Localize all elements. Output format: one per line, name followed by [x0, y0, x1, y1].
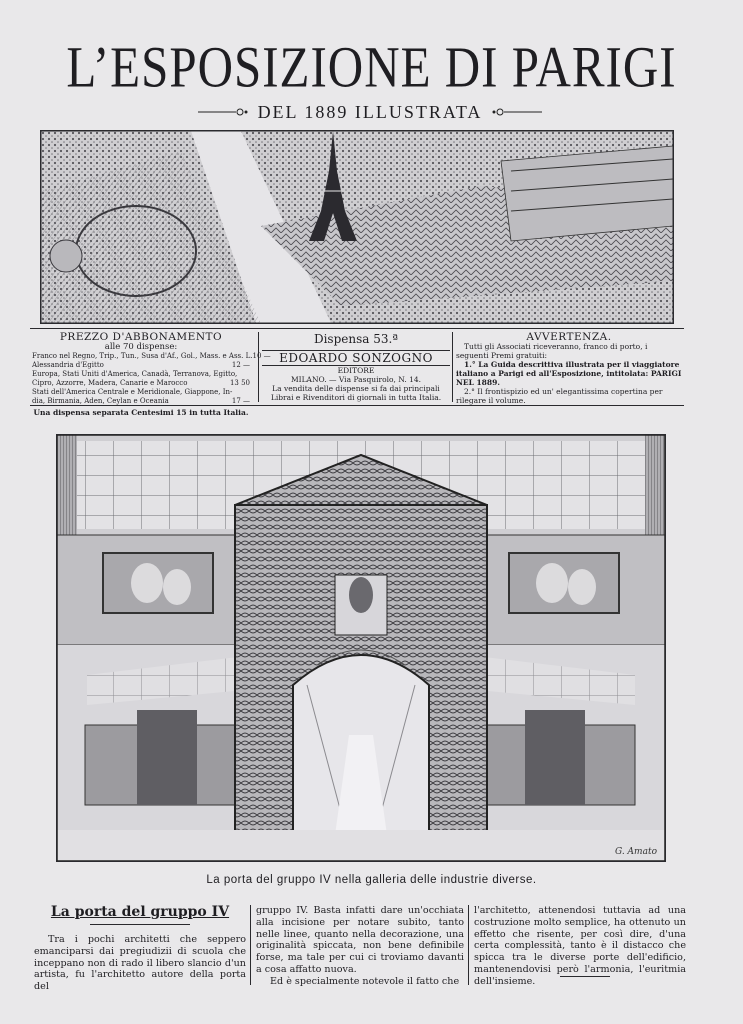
- price-row: dia, Birmania, Aden, Ceylan e Oceania 17 —: [32, 397, 250, 405]
- notice-item-1: 1.° La Guida descrittiva illustrata per il viaggiatore italiano a Parigi ed all'Esposizione, intitolata: PARIGI NEL 1889.: [456, 360, 682, 387]
- publisher-name: EDOARDO SONZOGNO: [262, 350, 450, 366]
- price-row: Stati dell'America Centrale e Meridionale, Giappone, In-: [32, 388, 233, 396]
- main-illustration: [56, 434, 666, 862]
- article-heading: La porta del gruppo IV: [50, 904, 230, 920]
- subscription-heading: PREZZO D'ABBONAMENTO: [59, 331, 223, 343]
- column-divider: [250, 905, 251, 985]
- single-issue-note: Una dispensa separata Centesimi 15 in tutta Italia.: [33, 408, 249, 417]
- notice-item-2: 2.° Il frontispizio ed un' elegantissima copertina per rilegare il volume.: [456, 387, 663, 405]
- notice-intro: Tutti gli Associati riceveranno, franco di porto, i seguenti Premi gratuiti:: [456, 342, 648, 360]
- masthead-title: L’ESPOSIZIONE DI PARIGI: [66, 34, 677, 100]
- publisher-role: EDITORE: [337, 366, 375, 375]
- panorama-engraving: [41, 131, 673, 323]
- illustration-caption: La porta del gruppo IV nella galleria delle industrie diverse.: [206, 874, 537, 886]
- divider: [452, 332, 453, 402]
- price-row: Franco nel Regno, Trip., Tun., Susa d'Af., Gol., Mass. e Ass. L. 10 —: [32, 352, 271, 360]
- end-rule: [560, 976, 610, 977]
- price-row: Alessandria d'Egitto 12 —: [32, 361, 250, 369]
- divider: [258, 332, 259, 402]
- notice-heading: AVVERTENZA.: [526, 331, 612, 343]
- notice-block: [456, 332, 682, 405]
- panorama-illustration: [40, 130, 674, 324]
- masthead-subtitle: DEL 1889 ILLUSTRATA: [257, 101, 483, 122]
- rule-bottom: [30, 405, 684, 406]
- subscription-subheading: alle 70 dispense:: [104, 342, 178, 352]
- left-ornament-icon: [198, 107, 248, 117]
- publisher-address: MILANO. — Via Pasquirolo, N. 14.: [290, 375, 422, 384]
- heading-underline: [90, 924, 190, 925]
- price-row: Europa, Stati Uniti d'America, Canadà, Terranova, Egitto,: [32, 370, 238, 378]
- article-paragraph: l'architetto, attenendosi tuttavia ad una costruzione molto semplice, ha ottenuto un effetto che risente, per così dire, d'una certa complessità, tanto è il distacco che spicca tra le diverse porte dell'edificio, mantenendovisi però l'armonia, l'euritmia dell'insieme.: [474, 905, 686, 987]
- masthead-subtitle-row: [160, 100, 580, 124]
- sale-note: La vendita delle dispense si fa dai principali Librai e Rivenditori di giornali in tutta Italia.: [270, 384, 442, 402]
- publisher-block: [262, 332, 450, 402]
- article-paragraph: Tra i pochi architetti che seppero emanciparsi dai pregiudizii di scuola che inceppano non di rado il libero slancio d'un artista, fu l'architetto autore della porta del: [34, 934, 246, 993]
- article-paragraph: gruppo IV. Basta infatti dare un'occhiata alla incisione per notare subito, tanto nelle linee, quanto nella decorazione, una originalità spiccata, non bene definibile forse, ma tale per cui ci troviamo davanti a cosa affatto nuova.: [256, 905, 464, 975]
- issue-number: Dispensa 53.ª: [313, 332, 399, 346]
- article-paragraph: Ed è specialmente notevole il fatto che: [270, 975, 460, 987]
- rule-top: [30, 328, 684, 329]
- article-column-1: [34, 934, 246, 993]
- engraver-signature: G. Amato: [614, 847, 657, 857]
- column-divider: [468, 905, 469, 985]
- price-row: Cipro, Azzorre, Madera, Canarie e Marocco 13 50: [32, 379, 250, 387]
- right-ornament-icon: [492, 107, 542, 117]
- article-column-2: [256, 905, 464, 988]
- gate-engraving: [57, 435, 665, 861]
